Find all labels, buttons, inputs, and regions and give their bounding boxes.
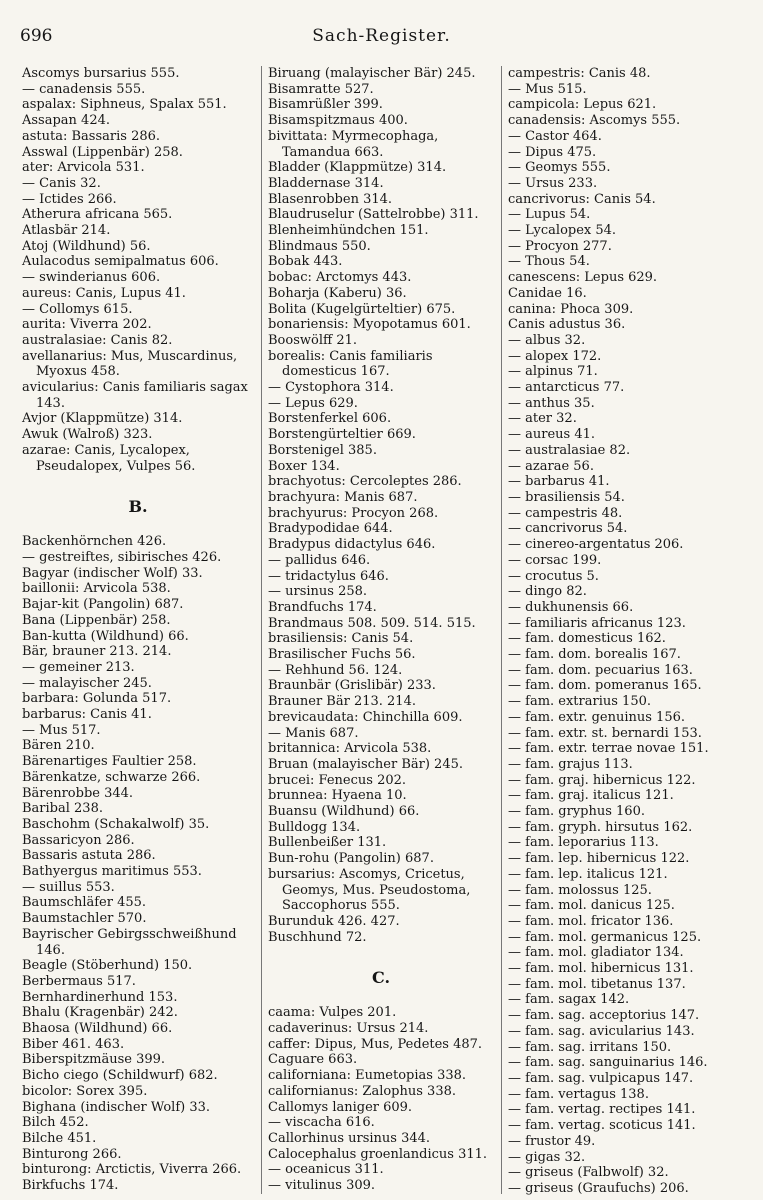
index-entry: Baribal 238. <box>22 801 103 817</box>
index-entry: Aulacodus semipalmatus 606. <box>22 254 219 270</box>
index-entry: — Collomys 615. <box>22 301 133 317</box>
index-entry: aureus: Canis, Lupus 41. <box>22 285 186 301</box>
index-entry: Boxer 134. <box>268 458 340 474</box>
index-entry: Bassaris astuta 286. <box>22 848 156 864</box>
index-entry: Birkfuchs 174. <box>22 1178 119 1194</box>
index-entry: — fam. vertag. rectipes 141. <box>508 1102 696 1118</box>
index-entry: brachyurus: Procyon 268. <box>268 505 439 521</box>
index-entry: Borstengürteltier 669. <box>268 427 416 443</box>
index-entry: Bayrischer Gebirgsschweißhund 146. <box>22 926 237 958</box>
index-entry: — fam. extr. st. bernardi 153. <box>508 725 702 741</box>
index-entry: — fam. dom. borealis 167. <box>508 647 681 663</box>
index-entry: — fam. extrarius 150. <box>508 694 651 710</box>
index-entry: — ater 32. <box>508 411 577 427</box>
index-entry: — griseus (Falbwolf) 32. <box>508 1165 669 1181</box>
index-entry: Bathyergus maritimus 553. <box>22 864 202 880</box>
index-entry: — fam. grajus 113. <box>508 756 633 772</box>
index-entry: Bisamspitzmaus 400. <box>268 113 408 129</box>
index-entry: — tridactylus 646. <box>268 568 389 584</box>
index-entry: — azarae 56. <box>508 458 594 474</box>
index-entry: aurita: Viverra 202. <box>22 317 152 333</box>
index-entry: Bullenbeißer 131. <box>268 835 387 851</box>
index-entry: brevicaudata: Chinchilla 609. <box>268 709 463 725</box>
index-entry: avellanarius: Mus, Muscardinus, Myoxus 458. <box>22 348 238 380</box>
index-entry: Baschohm (Schakalwolf) 35. <box>22 816 210 832</box>
index-entry: avicularius: Canis familiaris sagax 143. <box>22 380 248 411</box>
index-entry: Bassaricyon 286. <box>22 832 135 848</box>
index-entry: — Mus 517. <box>22 722 101 738</box>
index-entry: — frustor 49. <box>508 1133 596 1149</box>
column-divider <box>501 66 502 1194</box>
index-entry: — suillus 553. <box>22 879 115 895</box>
index-column-2 <box>268 66 494 1194</box>
index-entry: azarae: Canis, Lycalopex, Pseudalopex, Vulpes 56. <box>22 442 196 474</box>
index-entry: — gemeiner 213. <box>22 659 135 675</box>
index-entry: — griseus (Graufuchs) 206. <box>508 1180 689 1196</box>
index-entry: — gigas 32. <box>508 1149 586 1165</box>
index-entry: Bärenrobbe 344. <box>22 785 134 801</box>
index-entry: — Cystophora 314. <box>268 380 394 396</box>
index-entry: brachyotus: Cercoleptes 286. <box>268 474 462 490</box>
index-entry: barbara: Golunda 517. <box>22 691 172 707</box>
index-entry: — Rehhund 56. 124. <box>268 662 403 678</box>
index-entry: Bhalu (Kragenbär) 242. <box>22 1005 178 1021</box>
index-entry: — vitulinus 309. <box>268 1178 376 1194</box>
index-entry: — fam. vertag. scoticus 141. <box>508 1118 696 1134</box>
section-letter: B. <box>128 497 148 517</box>
index-entry: — Castor 464. <box>508 128 602 144</box>
index-entry: Blaudruselur (Sattelrobbe) 311. <box>268 207 479 223</box>
index-entry: Bärenkatze, schwarze 266. <box>22 769 201 785</box>
index-entry: — viscacha 616. <box>268 1115 375 1131</box>
index-entry: — Lepus 629. <box>268 395 358 411</box>
index-entry: Bighana (indischer Wolf) 33. <box>22 1099 211 1115</box>
index-entry: Bernhardinerhund 153. <box>22 989 178 1005</box>
index-entry: — fam. molossus 125. <box>508 882 652 898</box>
index-entry: Bradypodidae 644. <box>268 521 393 537</box>
index-entry: caama: Vulpes 201. <box>268 1005 397 1021</box>
index-entry: Bulldogg 134. <box>268 819 361 835</box>
index-entry: — fam. sag. sanguinarius 146. <box>508 1055 708 1071</box>
index-entry: Canidae 16. <box>508 285 587 301</box>
index-entry: canina: Phoca 309. <box>508 301 634 317</box>
index-entry: caffer: Dipus, Mus, Pedetes 487. <box>268 1036 483 1052</box>
index-entry: Bär, brauner 213. 214. <box>22 644 172 660</box>
index-entry: — swinderianus 606. <box>22 270 161 286</box>
index-entry: — fam. gryph. hirsutus 162. <box>508 819 693 835</box>
index-entry: — fam. mol. tibetanus 137. <box>508 976 686 992</box>
index-entry: — fam. extr. genuinus 156. <box>508 709 685 725</box>
index-entry: brasiliensis: Canis 54. <box>268 631 414 647</box>
index-entry: — Geomys 555. <box>508 160 611 176</box>
index-entry: — pallidus 646. <box>268 552 371 568</box>
index-entry: — fam. sag. irritans 150. <box>508 1039 672 1055</box>
index-entry: Burunduk 426. 427. <box>268 913 400 929</box>
index-entry: Bruan (malayischer Bär) 245. <box>268 756 463 772</box>
index-entry: barbarus: Canis 41. <box>22 707 152 723</box>
index-entry: Brandfuchs 174. <box>268 599 377 615</box>
column-divider <box>261 66 262 1194</box>
index-entry: brunnea: Hyaena 10. <box>268 788 407 804</box>
index-entry: — fam. dom. pomeranus 165. <box>508 678 702 694</box>
index-entry: Callomys laniger 609. <box>268 1099 413 1115</box>
index-entry: Callorhinus ursinus 344. <box>268 1131 431 1146</box>
index-entry: Atlasbär 214. <box>22 223 111 239</box>
index-entry: cancrivorus: Canis 54. <box>508 191 656 207</box>
index-entry: — crocutus 5. <box>508 568 599 584</box>
index-entry: — fam. mol. gladiator 134. <box>508 945 684 961</box>
index-entry: — fam. lep. hibernicus 122. <box>508 851 690 867</box>
index-entry: borealis: Canis familiaris domesticus 167. <box>268 348 433 380</box>
index-entry: — barbarus 41. <box>508 474 610 490</box>
index-entry: Blindmaus 550. <box>268 238 371 254</box>
index-entry: — fam. gryphus 160. <box>508 804 645 820</box>
index-entry: baillonii: Arvicola 538. <box>22 581 171 597</box>
index-entry: Biber 461. 463. <box>22 1036 125 1052</box>
index-entry: — fam. sag. avicularius 143. <box>508 1023 695 1039</box>
index-entry: — alopex 172. <box>508 348 602 364</box>
index-entry: — familiaris africanus 123. <box>508 615 686 631</box>
index-entry: — Mus 515. <box>508 81 587 97</box>
index-entry: Biberspitzmäuse 399. <box>22 1052 166 1068</box>
index-entry: Boharja (Kaberu) 36. <box>268 285 407 301</box>
index-entry: Baumstachler 570. <box>22 911 147 927</box>
index-entry: bonariensis: Myopotamus 601. <box>268 317 471 333</box>
index-column-1 <box>22 66 254 1194</box>
index-entry: — Ictides 266. <box>22 191 117 207</box>
page-number: 696 <box>20 26 53 46</box>
index-entry: — fam. mol. fricator 136. <box>508 913 674 929</box>
index-entry: Ban-kutta (Wildhund) 66. <box>22 628 189 644</box>
index-entry: — fam. mol. germanicus 125. <box>508 929 702 945</box>
index-entry: — Manis 687. <box>268 725 359 741</box>
index-column-3 <box>508 66 750 1197</box>
index-entry: — Lupus 54. <box>508 207 591 223</box>
index-entry: — fam. domesticus 162. <box>508 631 666 647</box>
index-entry: Bisamrüßler 399. <box>268 97 383 113</box>
index-entry: Bicho ciego (Schildwurf) 682. <box>22 1068 218 1084</box>
index-entry: bursarius: Ascomys, Cricetus, Geomys, Mus. Pseudostoma, Saccophorus 555. <box>268 866 471 914</box>
index-entry: californianus: Zalophus 338. <box>268 1083 456 1099</box>
index-entry: — malayischer 245. <box>22 675 152 691</box>
index-entry: — Canis 32. <box>22 175 101 191</box>
index-entry: Brasilischer Fuchs 56. <box>268 647 416 663</box>
index-entry: Buschhund 72. <box>268 929 367 945</box>
page-header <box>20 26 743 50</box>
index-entry: bobac: Arctomys 443. <box>268 270 412 286</box>
index-entry: — corsac 199. <box>508 552 602 568</box>
index-entry: — australasiae 82. <box>508 442 631 458</box>
index-entry: bivittata: Myrmecophaga, Tamandua 663. <box>268 128 439 160</box>
index-entry: Caguare 663. <box>268 1052 358 1068</box>
index-entry: Blasenrobben 314. <box>268 191 393 207</box>
index-entry: Bladdernase 314. <box>268 175 384 191</box>
index-entry: Buansu (Wildhund) 66. <box>268 804 420 820</box>
index-entry: — fam. vertagus 138. <box>508 1086 649 1102</box>
index-entry: Berbermaus 517. <box>22 973 136 989</box>
index-entry: — brasiliensis 54. <box>508 489 625 505</box>
index-entry: campicola: Lepus 621. <box>508 97 657 113</box>
index-entry: Blenheimhündchen 151. <box>268 223 429 239</box>
index-entry: — fam. mol. hibernicus 131. <box>508 961 694 977</box>
index-entry: Bagyar (indischer Wolf) 33. <box>22 565 203 581</box>
index-entry: bicolor: Sorex 395. <box>22 1083 148 1099</box>
index-entry: — aureus 41. <box>508 427 596 443</box>
index-entry: — dingo 82. <box>508 584 587 600</box>
index-entry: — Lycalopex 54. <box>508 223 617 239</box>
index-entry: Booswölff 21. <box>268 332 358 348</box>
index-entry: Borstenferkel 606. <box>268 411 392 427</box>
index-entry: — fam. lep. italicus 121. <box>508 866 668 882</box>
index-entry: Brandmaus 508. 509. 514. 515. <box>268 615 476 631</box>
index-entry: Bolita (Kugelgürteltier) 675. <box>268 301 456 317</box>
index-entry: — Ursus 233. <box>508 175 598 191</box>
index-entry: — canadensis 555. <box>22 81 146 97</box>
index-entry: — fam. sag. acceptorius 147. <box>508 1008 700 1024</box>
page-title: Sach-Register. <box>312 26 451 46</box>
index-entry: Bana (Lippenbär) 258. <box>22 612 171 628</box>
index-entry: binturong: Arctictis, Viverra 266. <box>22 1162 242 1178</box>
index-entry: — alpinus 71. <box>508 364 598 380</box>
index-entry: Bisamratte 527. <box>268 81 374 97</box>
index-entry: — cinereo-argentatus 206. <box>508 537 684 553</box>
index-entry: brucei: Fenecus 202. <box>268 772 407 788</box>
index-entry: — fam. mol. danicus 125. <box>508 898 675 914</box>
index-entry: campestris: Canis 48. <box>508 66 651 81</box>
index-entry: Canis adustus 36. <box>508 317 626 333</box>
index-entry: Brauner Bär 213. 214. <box>268 694 416 710</box>
index-entry: brachyura: Manis 687. <box>268 489 418 505</box>
index-entry: — antarcticus 77. <box>508 380 625 396</box>
index-entry: Bhaosa (Wildhund) 66. <box>22 1021 173 1037</box>
index-entry: Bilch 452. <box>22 1115 89 1131</box>
index-entry: californiana: Eumetopias 338. <box>268 1068 467 1084</box>
index-entry: australasiae: Canis 82. <box>22 332 173 348</box>
index-entry: — Procyon 277. <box>508 238 612 254</box>
index-entry: ater: Arvicola 531. <box>22 160 145 176</box>
index-entry: — Dipus 475. <box>508 144 597 160</box>
index-entry: — fam. sagax 142. <box>508 992 630 1008</box>
index-entry: — anthus 35. <box>508 395 595 411</box>
index-entry: Calocephalus groenlandicus 311. <box>268 1146 488 1162</box>
index-entry: — fam. leporarius 113. <box>508 835 659 851</box>
index-entry: astuta: Bassaris 286. <box>22 128 161 144</box>
index-entry: Bobak 443. <box>268 254 343 270</box>
index-entry: — albus 32. <box>508 332 586 348</box>
index-entry: Bären 210. <box>22 738 95 754</box>
index-entry: Awuk (Walroß) 323. <box>22 427 153 443</box>
index-entry: — cancrivorus 54. <box>508 521 628 537</box>
index-entry: Atherura africana 565. <box>22 207 173 223</box>
index-entry: — oceanicus 311. <box>268 1162 384 1178</box>
index-entry: — fam. dom. pecuarius 163. <box>508 662 693 678</box>
index-entry: Assapan 424. <box>22 113 111 129</box>
index-entry: cadaverinus: Ursus 214. <box>268 1021 429 1037</box>
index-entry: — gestreiftes, sibirisches 426. <box>22 549 222 565</box>
index-entry: Bärenartiges Faultier 258. <box>22 754 197 770</box>
index-entry: Braunbär (Grislibär) 233. <box>268 678 436 694</box>
index-entry: — campestris 48. <box>508 505 623 521</box>
index-entry: Baumschläfer 455. <box>22 895 147 911</box>
index-entry: Beagle (Stöberhund) 150. <box>22 958 193 974</box>
index-entry: Atoj (Wildhund) 56. <box>22 238 151 254</box>
index-entry: canescens: Lepus 629. <box>508 270 658 286</box>
index-entry: Bajar-kit (Pangolin) 687. <box>22 597 184 613</box>
index-entry: Bun-rohu (Pangolin) 687. <box>268 851 434 867</box>
index-entry: — dukhunensis 66. <box>508 599 634 615</box>
index-entry: Bladder (Klappmütze) 314. <box>268 160 447 176</box>
index-entry: britannica: Arvicola 538. <box>268 741 432 757</box>
index-entry: Binturong 266. <box>22 1146 122 1162</box>
index-entry: Ascomys bursarius 555. <box>22 66 180 81</box>
index-entry: — fam. sag. vulpicapus 147. <box>508 1071 694 1086</box>
index-entry: Bradypus didactylus 646. <box>268 537 436 553</box>
index-entry: — fam. graj. italicus 121. <box>508 788 674 804</box>
index-entry: Borstenigel 385. <box>268 442 377 458</box>
index-entry: Backenhörnchen 426. <box>22 534 167 550</box>
index-entry: canadensis: Ascomys 555. <box>508 113 681 129</box>
index-entry: — Thous 54. <box>508 254 590 270</box>
index-entry: — fam. extr. terrae novae 151. <box>508 741 709 757</box>
index-entry: Biruang (malayischer Bär) 245. <box>268 66 476 81</box>
index-entry: Bilche 451. <box>22 1131 97 1146</box>
index-entry: Avjor (Klappmütze) 314. <box>22 411 183 427</box>
section-letter: C. <box>371 968 391 988</box>
index-entry: aspalax: Siphneus, Spalax 551. <box>22 97 227 113</box>
index-entry: — fam. graj. hibernicus 122. <box>508 772 696 788</box>
index-entry: Asswal (Lippenbär) 258. <box>22 144 183 160</box>
index-entry: — ursinus 258. <box>268 584 368 600</box>
